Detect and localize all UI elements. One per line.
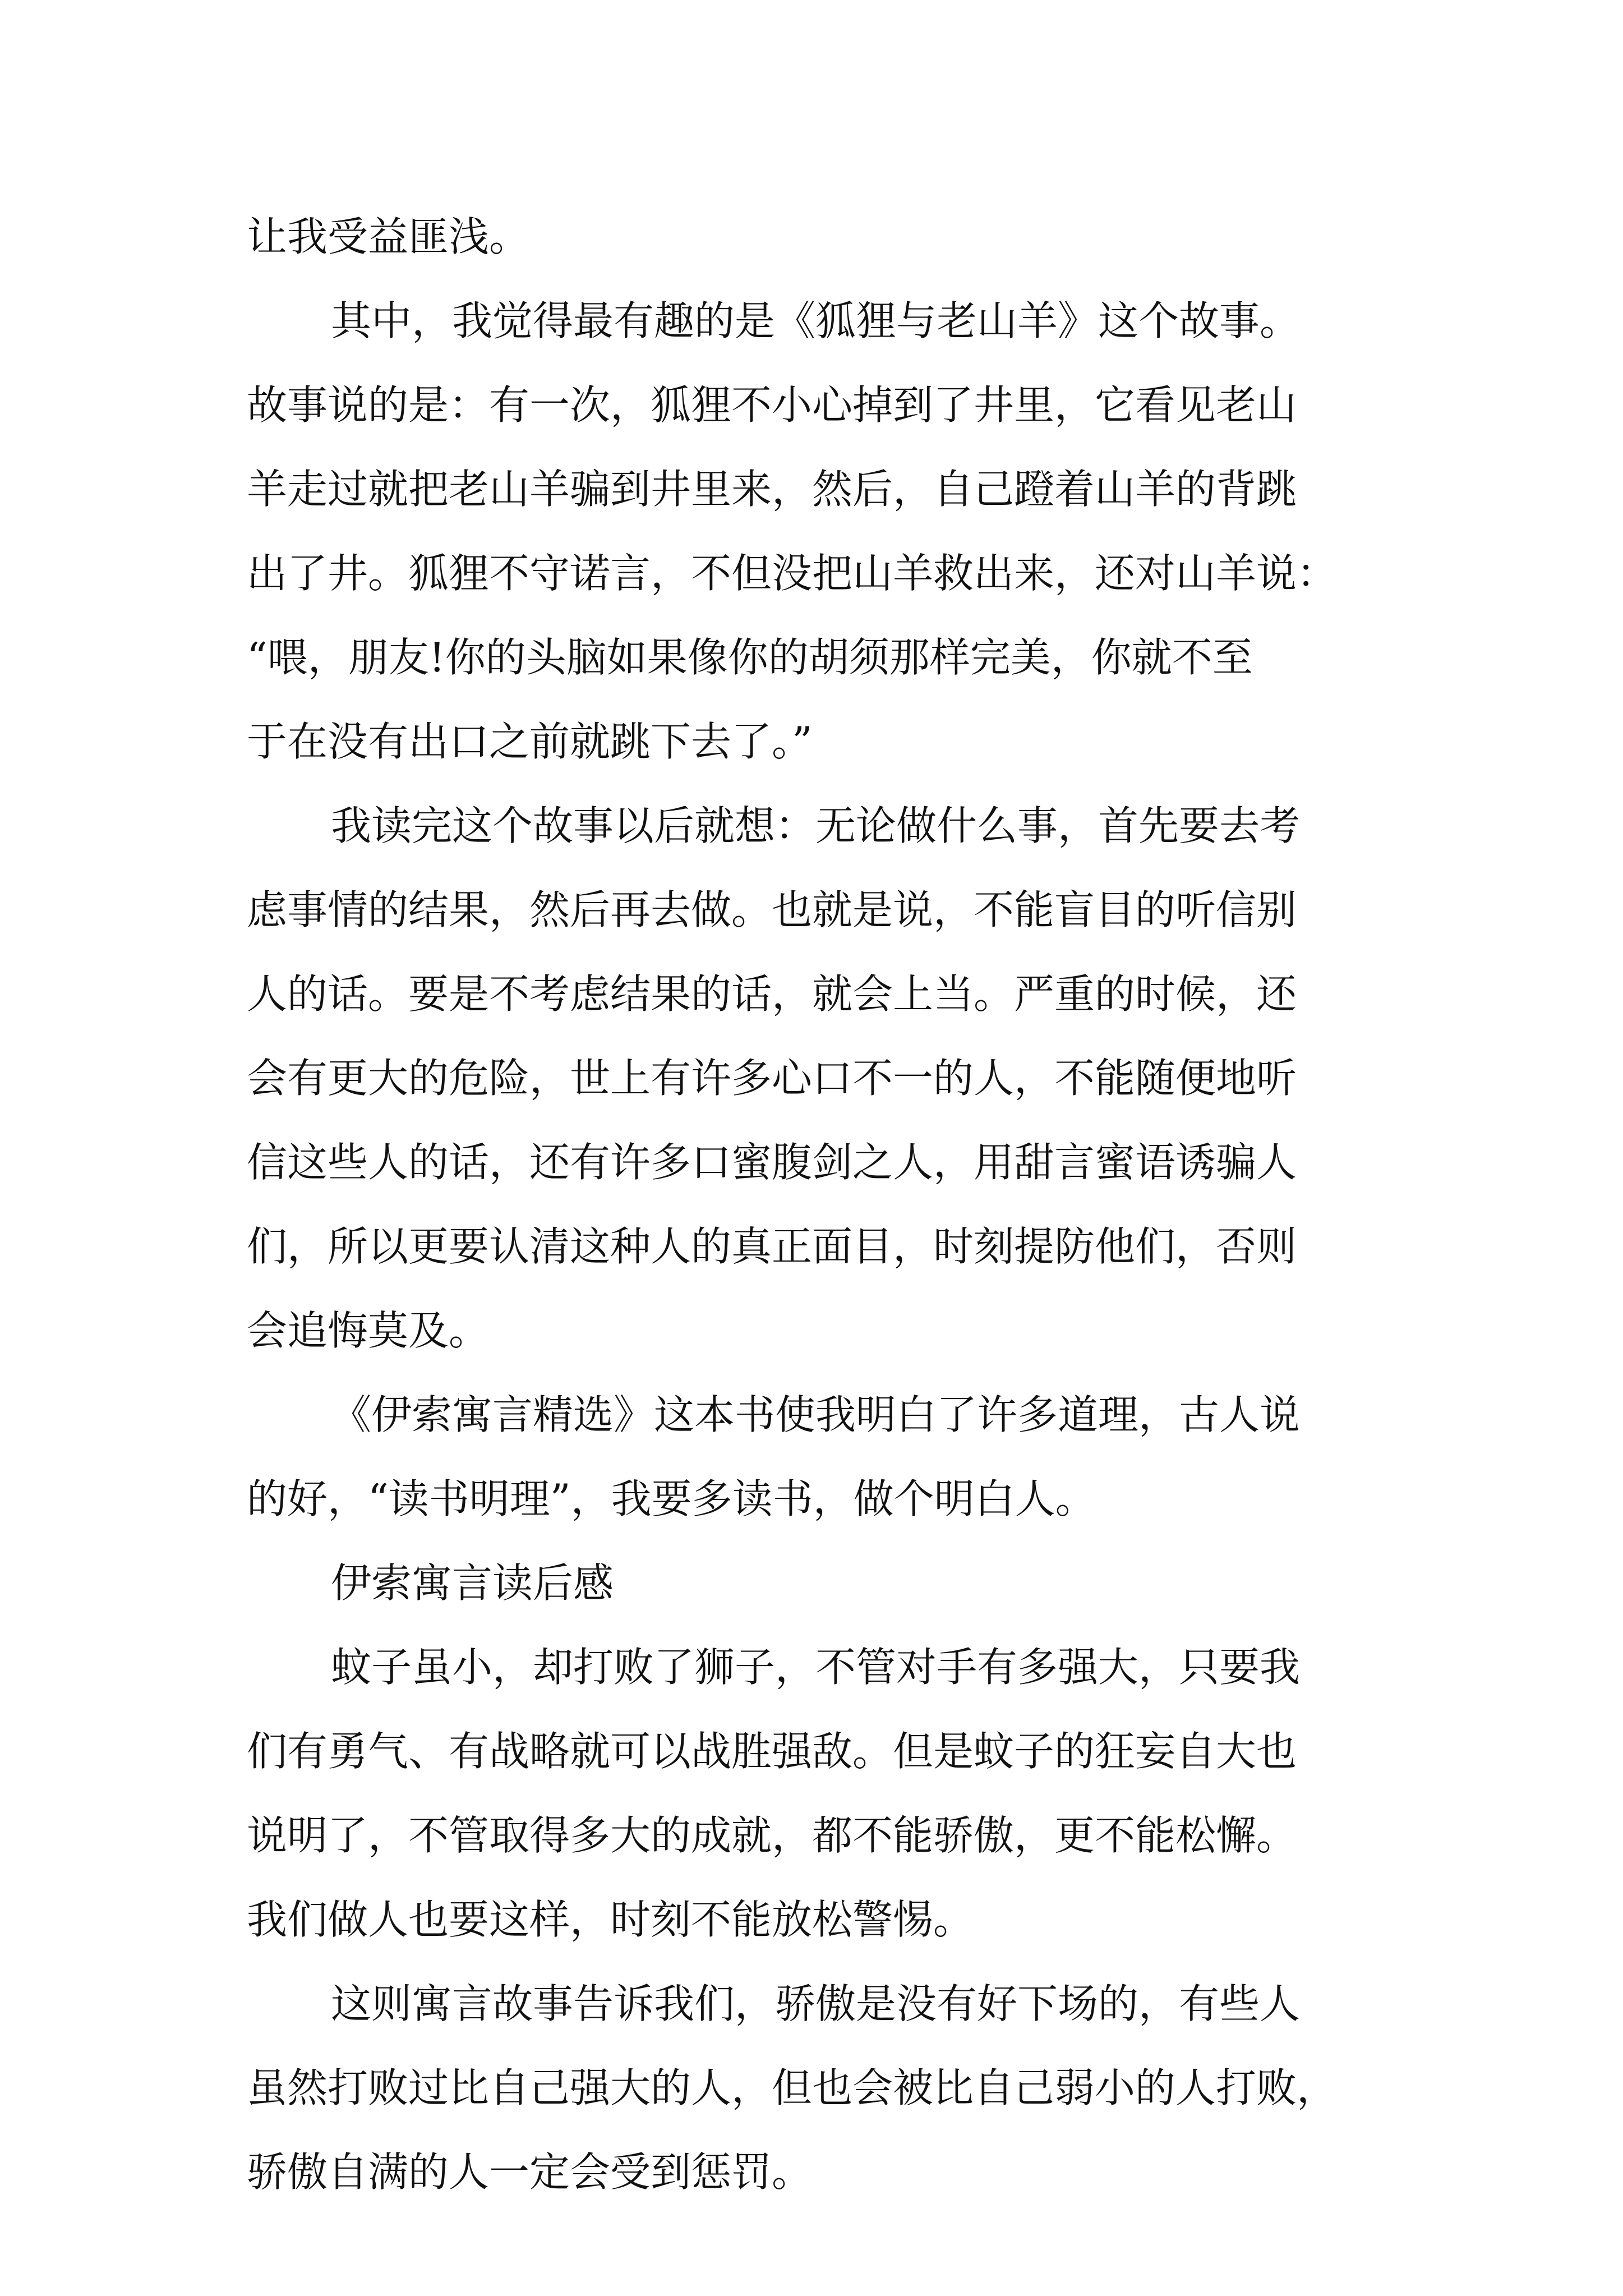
paragraph-start: 这则寓言故事告诉我们，骄傲是没有好下场的，有些人 [331,1980,1301,2027]
paragraph-start: 蚊子虽小，却打败了狮子，不管对手有多强大，只要我 [331,1644,1301,1691]
text-line: 我们做人也要这样，时刻不能放松警惕。 [247,1896,974,1943]
text-line: 羊走过就把老山羊骗到井里来，然后，自己蹬着山羊的背跳 [247,466,1297,513]
paragraph-start: 《伊索寓言精选》这本书使我明白了许多道理，古人说 [331,1391,1301,1438]
text-line: 的好，“读书明理”，我要多读书，做个明白人。 [247,1475,1096,1522]
text-line: 说明了，不管取得多大的成就，都不能骄傲，更不能松懈。 [247,1812,1297,1859]
text-line: 骄傲自满的人一定会受到惩罚。 [247,2148,813,2196]
text-line: 人的话。要是不考虑结果的话，就会上当。严重的时候，还 [247,970,1297,1018]
text-line: 会有更大的危险，世上有许多心口不一的人，不能随便地听 [247,1055,1297,1102]
paragraph-start: 其中，我觉得最有趣的是《狐狸与老山羊》这个故事。 [331,297,1301,344]
text-line: 虑事情的结果，然后再去做。也就是说，不能盲目的听信别 [247,886,1297,933]
text-line: 于在没有出口之前就跳下去了。” [247,718,813,765]
text-line: “喂，朋友!你的头脑如果像你的胡须那样完美，你就不至 [247,634,1253,681]
text-line: 故事说的是：有一次，狐狸不小心掉到了井里，它看见老山 [247,381,1297,429]
section-heading: 伊索寓言读后感 [331,1559,614,1607]
text-line: 出了井。狐狸不守诺言，不但没把山羊救出来，还对山羊说： [247,550,1338,597]
text-line: 虽然打败过比自己强大的人，但也会被比自己弱小的人打败， [247,2064,1338,2111]
paragraph-start: 我读完这个故事以后就想：无论做什么事，首先要去考 [331,802,1301,849]
text-line: 让我受益匪浅。 [247,213,530,260]
text-line: 们，所以更要认清这种人的真正面目，时刻提防他们，否则 [247,1223,1297,1270]
text-line: 们有勇气、有战略就可以战胜强敌。但是蚊子的狂妄自大也 [247,1728,1297,1775]
text-line: 信这些人的话，还有许多口蜜腹剑之人，用甜言蜜语诱骗人 [247,1139,1297,1186]
text-line: 会追悔莫及。 [247,1307,490,1354]
